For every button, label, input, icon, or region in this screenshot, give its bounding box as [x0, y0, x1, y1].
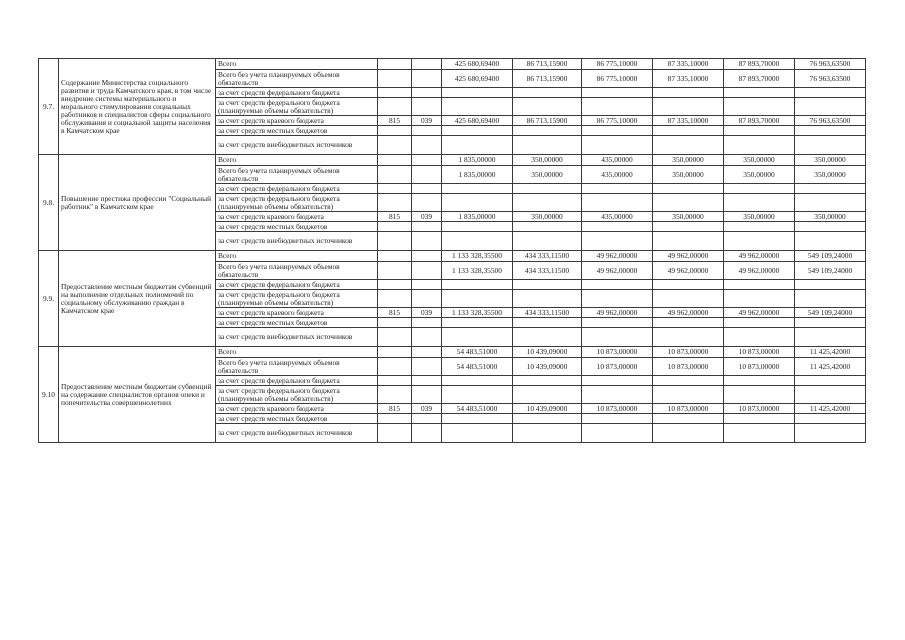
amount-cell	[513, 232, 582, 251]
amount-cell	[513, 184, 582, 194]
amount-cell	[442, 328, 513, 347]
funding-source-label: Всего	[216, 251, 378, 262]
amount-cell	[513, 318, 582, 328]
amount-cell	[724, 280, 795, 290]
amount-cell	[653, 222, 724, 232]
amount-cell: 350,00000	[653, 166, 724, 184]
funding-source-label: за счет средств краевого бюджета	[216, 308, 378, 318]
funding-source-label: за счет средств краевого бюджета	[216, 212, 378, 222]
amount-cell	[653, 376, 724, 386]
amount-cell	[442, 136, 513, 155]
program-code: 039	[412, 116, 442, 126]
program-code	[412, 262, 442, 280]
amount-cell: 49 962,00000	[724, 308, 795, 318]
amount-cell: 549 109,24000	[795, 262, 866, 280]
amount-cell	[724, 232, 795, 251]
program-code	[412, 290, 442, 308]
department-code	[378, 59, 412, 70]
amount-cell: 87 335,10000	[653, 59, 724, 70]
budget-table	[38, 58, 866, 443]
amount-cell	[653, 328, 724, 347]
amount-cell	[513, 376, 582, 386]
funding-source-label: за счет средств краевого бюджета	[216, 116, 378, 126]
amount-cell: 350,00000	[513, 155, 582, 166]
amount-cell	[795, 328, 866, 347]
amount-cell	[653, 136, 724, 155]
funding-source-label: за счет средств внебюджетных источников	[216, 328, 378, 347]
amount-cell: 49 962,00000	[653, 262, 724, 280]
amount-cell: 350,00000	[724, 166, 795, 184]
program-code	[412, 184, 442, 194]
program-code	[412, 126, 442, 136]
department-code	[378, 194, 412, 212]
amount-cell: 549 109,24000	[795, 308, 866, 318]
amount-cell: 87 893,70000	[724, 116, 795, 126]
amount-cell	[442, 232, 513, 251]
amount-cell	[513, 194, 582, 212]
amount-cell	[653, 98, 724, 116]
department-code: 815	[378, 212, 412, 222]
amount-cell	[653, 184, 724, 194]
program-code	[412, 59, 442, 70]
department-code	[378, 386, 412, 404]
amount-cell	[795, 194, 866, 212]
amount-cell: 10 873,00000	[582, 347, 653, 358]
amount-cell: 86 775,10000	[582, 59, 653, 70]
amount-cell: 425 680,69400	[442, 70, 513, 88]
amount-cell	[724, 376, 795, 386]
funding-source-label: Всего без учета планируемых объемов обязательств	[216, 166, 378, 184]
amount-cell	[653, 386, 724, 404]
amount-cell	[582, 136, 653, 155]
amount-cell	[513, 386, 582, 404]
amount-cell	[513, 424, 582, 443]
amount-cell	[795, 126, 866, 136]
section-number: 9.10	[39, 347, 59, 443]
amount-cell	[724, 88, 795, 98]
amount-cell	[442, 126, 513, 136]
funding-source-label: за счет средств федерального бюджета	[216, 184, 378, 194]
funding-source-label: за счет средств федерального бюджета (планируемые объемы обязательств)	[216, 290, 378, 308]
funding-source-label: Всего без учета планируемых объемов обязательств	[216, 70, 378, 88]
department-code	[378, 184, 412, 194]
amount-cell: 549 109,24000	[795, 251, 866, 262]
amount-cell: 87 335,10000	[653, 70, 724, 88]
amount-cell: 86 713,15900	[513, 70, 582, 88]
amount-cell	[582, 184, 653, 194]
amount-cell: 350,00000	[795, 166, 866, 184]
amount-cell	[582, 386, 653, 404]
amount-cell: 49 962,00000	[724, 251, 795, 262]
amount-cell	[513, 222, 582, 232]
amount-cell: 10 439,09000	[513, 347, 582, 358]
amount-cell	[795, 424, 866, 443]
amount-cell	[442, 318, 513, 328]
amount-cell	[513, 328, 582, 347]
amount-cell: 54 483,51000	[442, 347, 513, 358]
funding-source-label: Всего	[216, 59, 378, 70]
department-code	[378, 262, 412, 280]
amount-cell: 350,00000	[653, 155, 724, 166]
department-code	[378, 328, 412, 347]
amount-cell	[442, 88, 513, 98]
amount-cell: 10 873,00000	[653, 404, 724, 414]
amount-cell: 350,00000	[653, 212, 724, 222]
amount-cell: 425 680,69400	[442, 116, 513, 126]
amount-cell: 49 962,00000	[582, 251, 653, 262]
amount-cell	[442, 98, 513, 116]
program-code	[412, 88, 442, 98]
amount-cell	[582, 232, 653, 251]
amount-cell: 11 425,42000	[795, 404, 866, 414]
amount-cell	[795, 376, 866, 386]
funding-source-label: за счет средств федерального бюджета (планируемые объемы обязательств)	[216, 194, 378, 212]
section-number: 9.9.	[39, 251, 59, 347]
department-code	[378, 347, 412, 358]
amount-cell: 10 873,00000	[582, 358, 653, 376]
amount-cell: 350,00000	[795, 212, 866, 222]
amount-cell	[795, 414, 866, 424]
table-row	[39, 347, 866, 358]
amount-cell	[442, 386, 513, 404]
amount-cell	[442, 290, 513, 308]
department-code	[378, 358, 412, 376]
amount-cell	[582, 328, 653, 347]
amount-cell	[442, 376, 513, 386]
amount-cell	[653, 414, 724, 424]
table-body	[39, 59, 866, 443]
department-code	[378, 155, 412, 166]
amount-cell	[724, 136, 795, 155]
amount-cell: 49 962,00000	[653, 308, 724, 318]
funding-source-label: Всего без учета планируемых объемов обязательств	[216, 262, 378, 280]
amount-cell: 10 873,00000	[653, 347, 724, 358]
amount-cell	[653, 126, 724, 136]
amount-cell	[795, 222, 866, 232]
funding-source-label: за счет средств местных бюджетов	[216, 222, 378, 232]
amount-cell	[653, 194, 724, 212]
amount-cell	[582, 290, 653, 308]
amount-cell: 10 873,00000	[582, 404, 653, 414]
department-code	[378, 166, 412, 184]
amount-cell: 87 893,70000	[724, 59, 795, 70]
amount-cell: 54 483,51000	[442, 404, 513, 414]
amount-cell	[442, 424, 513, 443]
amount-cell	[653, 318, 724, 328]
section-name: Содержание Министерства социального развития и труда Камчатского края, в том числе внедрение системы материального и морального стимулирования социальных работников и специалистов сферы социального обслуживания и социальной защиты населения в Камчатском крае	[59, 59, 216, 155]
funding-source-label: за счет средств федерального бюджета	[216, 280, 378, 290]
amount-cell: 434 333,11500	[513, 251, 582, 262]
funding-source-label: за счет средств федерального бюджета	[216, 88, 378, 98]
amount-cell: 350,00000	[513, 212, 582, 222]
amount-cell: 49 962,00000	[582, 262, 653, 280]
amount-cell	[795, 184, 866, 194]
amount-cell	[582, 222, 653, 232]
amount-cell	[724, 424, 795, 443]
amount-cell	[582, 318, 653, 328]
amount-cell	[513, 290, 582, 308]
amount-cell	[795, 88, 866, 98]
amount-cell	[582, 280, 653, 290]
amount-cell: 87 335,10000	[653, 116, 724, 126]
amount-cell: 10 439,09000	[513, 404, 582, 414]
amount-cell: 11 425,42000	[795, 347, 866, 358]
section-name: Предоставление местным бюджетам субвенций на содержание специалистов органов опеки и попечительства совершеннолетних	[59, 347, 216, 443]
amount-cell	[442, 280, 513, 290]
amount-cell: 86 775,10000	[582, 116, 653, 126]
amount-cell: 1 835,00000	[442, 155, 513, 166]
program-code	[412, 347, 442, 358]
amount-cell	[582, 376, 653, 386]
table-row	[39, 251, 866, 262]
program-code	[412, 136, 442, 155]
amount-cell: 10 439,09000	[513, 358, 582, 376]
department-code	[378, 232, 412, 251]
amount-cell: 435,00000	[582, 212, 653, 222]
amount-cell	[582, 98, 653, 116]
department-code	[378, 126, 412, 136]
program-code	[412, 318, 442, 328]
amount-cell: 10 873,00000	[724, 358, 795, 376]
amount-cell: 350,00000	[724, 155, 795, 166]
amount-cell: 76 963,63500	[795, 59, 866, 70]
amount-cell: 49 962,00000	[653, 251, 724, 262]
amount-cell	[724, 194, 795, 212]
section-name: Предоставление местным бюджетам субвенций на выполнение отдельных полномочий по социальному обслуживанию граждан в Камчатском крае	[59, 251, 216, 347]
program-code	[412, 424, 442, 443]
program-code: 039	[412, 404, 442, 414]
amount-cell: 1 133 328,35500	[442, 262, 513, 280]
funding-source-label: за счет средств местных бюджетов	[216, 414, 378, 424]
amount-cell: 86 713,15900	[513, 59, 582, 70]
amount-cell: 87 893,70000	[724, 70, 795, 88]
funding-source-label: за счет средств федерального бюджета	[216, 376, 378, 386]
amount-cell: 350,00000	[724, 212, 795, 222]
amount-cell: 49 962,00000	[724, 262, 795, 280]
department-code: 815	[378, 116, 412, 126]
funding-source-label: за счет средств местных бюджетов	[216, 318, 378, 328]
amount-cell: 435,00000	[582, 166, 653, 184]
amount-cell	[513, 280, 582, 290]
amount-cell	[442, 184, 513, 194]
funding-source-label: за счет средств местных бюджетов	[216, 126, 378, 136]
amount-cell	[442, 194, 513, 212]
amount-cell	[795, 386, 866, 404]
amount-cell: 1 133 328,35500	[442, 308, 513, 318]
amount-cell	[653, 290, 724, 308]
amount-cell	[653, 88, 724, 98]
amount-cell	[795, 280, 866, 290]
section-number: 9.7.	[39, 59, 59, 155]
funding-source-label: Всего	[216, 155, 378, 166]
department-code	[378, 88, 412, 98]
amount-cell	[724, 414, 795, 424]
program-code	[412, 155, 442, 166]
department-code	[378, 280, 412, 290]
amount-cell: 434 333,11500	[513, 308, 582, 318]
amount-cell	[442, 222, 513, 232]
funding-source-label: Всего без учета планируемых объемов обязательств	[216, 358, 378, 376]
program-code: 039	[412, 308, 442, 318]
amount-cell: 350,00000	[795, 155, 866, 166]
funding-source-label: за счет средств внебюджетных источников	[216, 424, 378, 443]
program-code	[412, 70, 442, 88]
amount-cell	[582, 194, 653, 212]
program-code	[412, 222, 442, 232]
amount-cell: 10 873,00000	[653, 358, 724, 376]
amount-cell	[442, 414, 513, 424]
funding-source-label: за счет средств краевого бюджета	[216, 404, 378, 414]
amount-cell	[582, 88, 653, 98]
amount-cell: 86 713,15900	[513, 116, 582, 126]
amount-cell	[724, 290, 795, 308]
amount-cell	[724, 386, 795, 404]
program-code	[412, 232, 442, 251]
funding-source-label: за счет средств внебюджетных источников	[216, 136, 378, 155]
amount-cell	[724, 98, 795, 116]
amount-cell: 54 483,51000	[442, 358, 513, 376]
amount-cell	[795, 136, 866, 155]
funding-source-label: за счет средств внебюджетных источников	[216, 232, 378, 251]
amount-cell: 435,00000	[582, 155, 653, 166]
amount-cell	[795, 318, 866, 328]
amount-cell	[724, 318, 795, 328]
program-code	[412, 194, 442, 212]
amount-cell: 86 775,10000	[582, 70, 653, 88]
amount-cell	[513, 414, 582, 424]
funding-source-label: Всего	[216, 347, 378, 358]
amount-cell	[582, 414, 653, 424]
amount-cell: 76 963,63500	[795, 70, 866, 88]
department-code	[378, 414, 412, 424]
amount-cell: 434 333,11500	[513, 262, 582, 280]
amount-cell	[724, 184, 795, 194]
amount-cell: 11 425,42000	[795, 358, 866, 376]
section-number: 9.8.	[39, 155, 59, 251]
program-code	[412, 98, 442, 116]
amount-cell: 1 835,00000	[442, 212, 513, 222]
program-code	[412, 386, 442, 404]
department-code	[378, 376, 412, 386]
amount-cell	[513, 88, 582, 98]
amount-cell	[513, 136, 582, 155]
amount-cell: 1 835,00000	[442, 166, 513, 184]
amount-cell	[795, 98, 866, 116]
program-code	[412, 280, 442, 290]
funding-source-label: за счет средств федерального бюджета (планируемые объемы обязательств)	[216, 98, 378, 116]
program-code	[412, 166, 442, 184]
amount-cell	[653, 232, 724, 251]
amount-cell: 49 962,00000	[582, 308, 653, 318]
amount-cell	[513, 98, 582, 116]
program-code	[412, 251, 442, 262]
funding-source-label: за счет средств федерального бюджета (планируемые объемы обязательств)	[216, 386, 378, 404]
amount-cell: 425 680,69400	[442, 59, 513, 70]
amount-cell	[653, 280, 724, 290]
amount-cell: 76 963,63500	[795, 116, 866, 126]
department-code	[378, 290, 412, 308]
program-code	[412, 376, 442, 386]
amount-cell	[582, 424, 653, 443]
amount-cell	[724, 328, 795, 347]
amount-cell	[724, 222, 795, 232]
department-code	[378, 222, 412, 232]
table-row	[39, 59, 866, 70]
amount-cell: 10 873,00000	[724, 347, 795, 358]
amount-cell	[724, 126, 795, 136]
amount-cell: 1 133 328,35500	[442, 251, 513, 262]
program-code	[412, 414, 442, 424]
program-code	[412, 358, 442, 376]
program-code	[412, 328, 442, 347]
section-name: Повышение престижа профессии "Социальный работник" в Камчатском крае	[59, 155, 216, 251]
amount-cell: 10 873,00000	[724, 404, 795, 414]
department-code	[378, 136, 412, 155]
amount-cell	[513, 126, 582, 136]
amount-cell	[795, 290, 866, 308]
department-code	[378, 98, 412, 116]
amount-cell	[653, 424, 724, 443]
department-code	[378, 318, 412, 328]
department-code	[378, 70, 412, 88]
amount-cell	[582, 126, 653, 136]
department-code: 815	[378, 308, 412, 318]
amount-cell: 350,00000	[513, 166, 582, 184]
amount-cell	[795, 232, 866, 251]
department-code	[378, 251, 412, 262]
department-code	[378, 424, 412, 443]
department-code: 815	[378, 404, 412, 414]
table-row	[39, 155, 866, 166]
program-code: 039	[412, 212, 442, 222]
